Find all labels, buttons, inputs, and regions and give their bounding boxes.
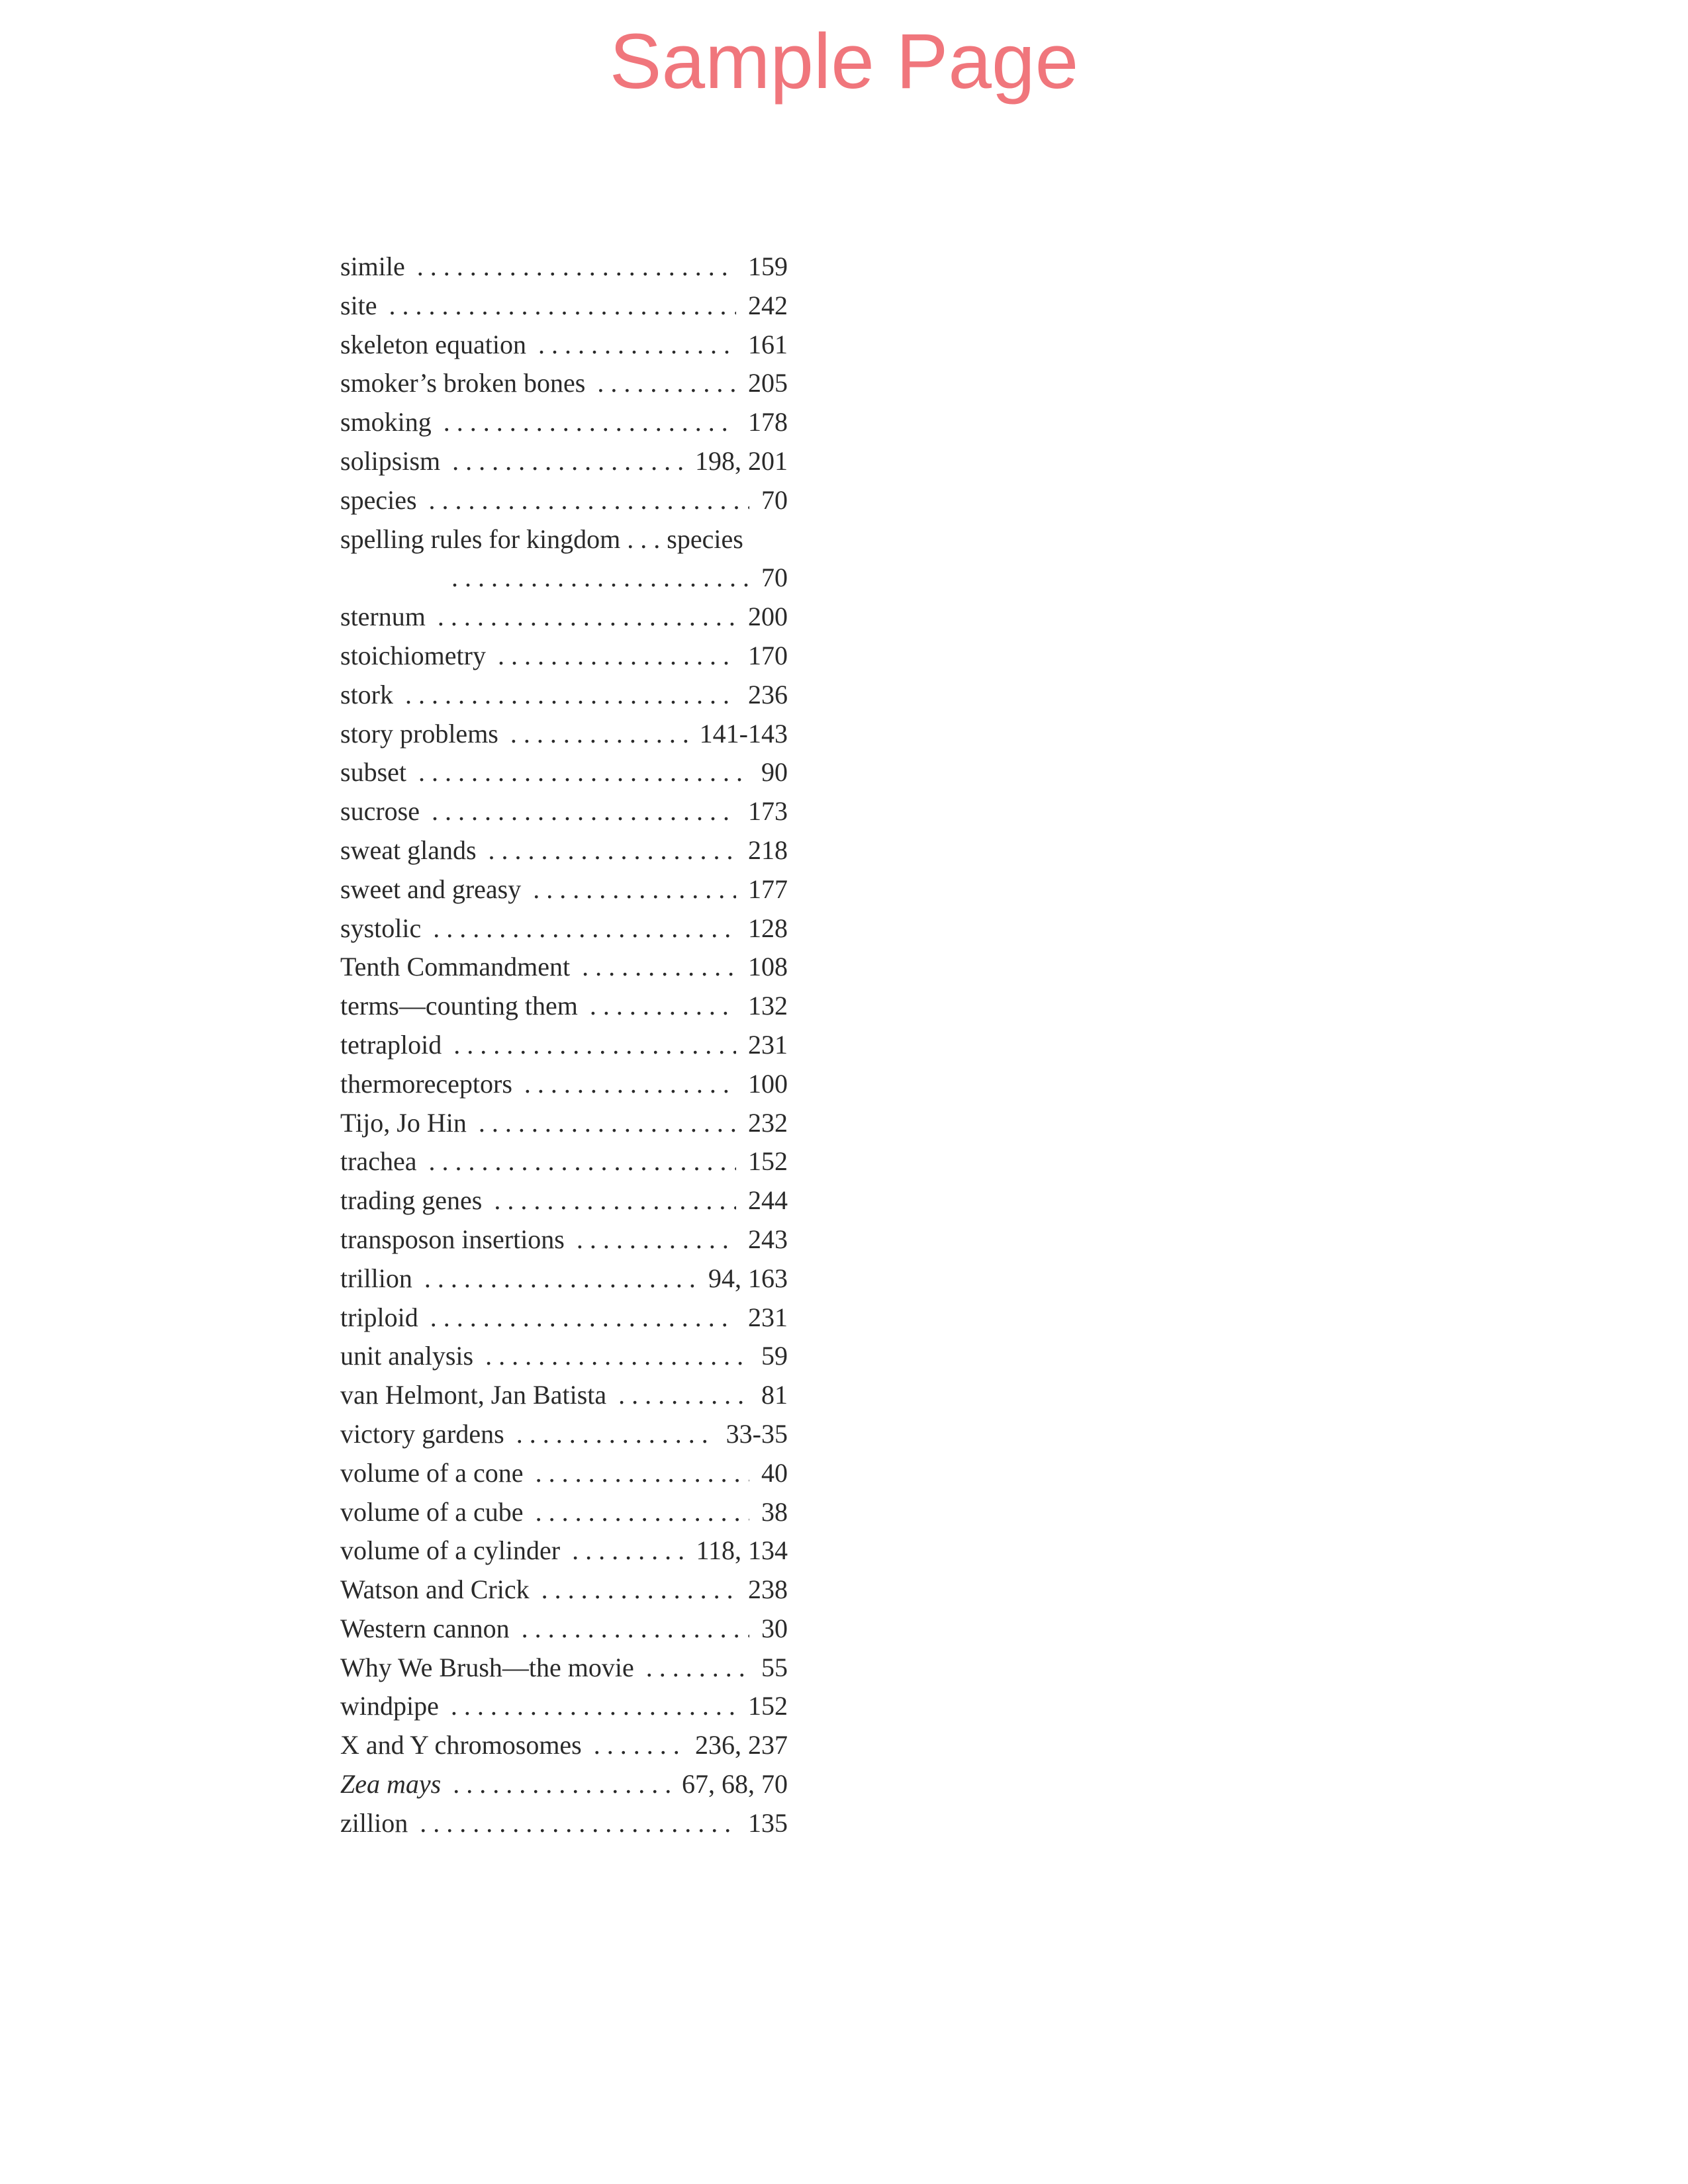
- dot-leader: [590, 987, 736, 1026]
- index-term: skeleton equation: [340, 329, 527, 359]
- index-entry: [340, 248, 788, 287]
- index-pages: 161: [748, 329, 788, 359]
- index-term: thermoreceptors: [340, 1068, 512, 1099]
- index-term: simile: [340, 251, 405, 281]
- dot-leader: [646, 1649, 749, 1688]
- dot-leader: [485, 1337, 749, 1376]
- index-pages: 59: [761, 1341, 788, 1371]
- index-entry: [340, 1610, 788, 1649]
- index-entry: [340, 831, 788, 870]
- dot-leader: [424, 1259, 696, 1298]
- index-term: volume of a cube: [340, 1496, 524, 1527]
- dot-leader: [536, 1493, 749, 1532]
- index-entry: [340, 909, 788, 948]
- dot-leader: [428, 1142, 736, 1181]
- index-entry: [340, 753, 788, 792]
- dot-leader: [453, 1026, 736, 1065]
- index-pages: 236: [748, 679, 788, 709]
- index-term: sucrose: [340, 796, 420, 827]
- dot-leader: [417, 248, 736, 287]
- dot-leader: [494, 1181, 736, 1220]
- index-entry: [340, 520, 788, 559]
- index-entry: [340, 1337, 788, 1376]
- index-term: tetraploid: [340, 1029, 442, 1060]
- index-entry: [340, 481, 788, 520]
- index-pages: 108: [748, 952, 788, 982]
- index-entry: [340, 326, 788, 365]
- index-entry: [340, 1687, 788, 1726]
- index-entry: [340, 1493, 788, 1532]
- index-entry: [340, 637, 788, 676]
- index-pages: 55: [761, 1652, 788, 1682]
- index-term: trillion: [340, 1263, 412, 1293]
- index-pages: 198, 201: [695, 445, 788, 476]
- dot-leader: [453, 1765, 670, 1804]
- index-entry: [340, 715, 788, 754]
- index-pages: 67, 68, 70: [682, 1769, 788, 1799]
- dot-leader: [451, 1687, 736, 1726]
- index-term: triploid: [340, 1302, 418, 1332]
- dot-leader: [498, 637, 736, 676]
- index-pages: 30: [761, 1613, 788, 1643]
- index-entry: [340, 598, 788, 637]
- index-pages: 135: [748, 1807, 788, 1838]
- index-pages: 152: [748, 1691, 788, 1721]
- index-term: stoichiometry: [340, 640, 486, 670]
- index-pages: 173: [748, 796, 788, 827]
- index-pages: 132: [748, 991, 788, 1021]
- index-term: stork: [340, 679, 393, 709]
- index-pages: 38: [761, 1496, 788, 1527]
- index-pages: 170: [748, 640, 788, 670]
- index-entry: [340, 1415, 788, 1454]
- index-pages: 128: [748, 913, 788, 943]
- index-pages: 100: [748, 1068, 788, 1099]
- index-pages: 94, 163: [708, 1263, 788, 1293]
- index-term: Watson and Crick: [340, 1574, 530, 1605]
- index-pages: 236, 237: [695, 1730, 788, 1760]
- index-pages: 244: [748, 1185, 788, 1216]
- index-pages: 159: [748, 251, 788, 281]
- index-term: Western cannon: [340, 1613, 510, 1643]
- index-term: terms—counting them: [340, 991, 578, 1021]
- index-entry: [340, 676, 788, 715]
- index-entry-continued: [340, 559, 788, 598]
- index-pages: 177: [748, 874, 788, 904]
- index-term: trading genes: [340, 1185, 483, 1216]
- index-term: windpipe: [340, 1691, 439, 1721]
- index-term: Tenth Commandment: [340, 952, 571, 982]
- index-pages: 200: [748, 602, 788, 632]
- index-term: subset: [340, 757, 406, 788]
- index-entry: [340, 1376, 788, 1415]
- index-entry: [340, 792, 788, 831]
- index-term: sternum: [340, 602, 426, 632]
- index-entry: [340, 1220, 788, 1259]
- dot-leader: [433, 909, 736, 948]
- index-term: Zea mays: [340, 1769, 442, 1799]
- index-term: unit analysis: [340, 1341, 474, 1371]
- index-entry: [340, 403, 788, 442]
- index-pages: 152: [748, 1146, 788, 1177]
- index-pages: 231: [748, 1302, 788, 1332]
- index-entry: [340, 1531, 788, 1570]
- index-pages: 238: [748, 1574, 788, 1605]
- index-term: Why We Brush—the movie: [340, 1652, 634, 1682]
- index-pages: 243: [748, 1224, 788, 1254]
- index-term: Tijo, Jo Hin: [340, 1107, 467, 1138]
- index-pages: 40: [761, 1457, 788, 1488]
- index-entry: [340, 442, 788, 481]
- dot-leader: [582, 948, 736, 987]
- index-entry: [340, 1649, 788, 1688]
- index-term: zillion: [340, 1807, 408, 1838]
- index-pages: 90: [761, 757, 788, 788]
- index-pages: 242: [748, 290, 788, 320]
- index-pages: 232: [748, 1107, 788, 1138]
- dot-leader: [430, 1298, 736, 1338]
- index-term: story problems: [340, 718, 498, 749]
- dot-leader: [418, 753, 749, 792]
- dot-leader: [618, 1376, 749, 1415]
- index-entry: [340, 1181, 788, 1220]
- index-term: van Helmont, Jan Batista: [340, 1380, 607, 1410]
- dot-leader: [438, 598, 736, 637]
- dot-leader: [432, 792, 736, 831]
- index-term: species: [340, 484, 417, 515]
- dot-leader: [577, 1220, 736, 1259]
- dot-leader: [533, 870, 736, 909]
- index-entry: [340, 1026, 788, 1065]
- dot-leader: [420, 1804, 736, 1843]
- dot-leader: [536, 1454, 749, 1493]
- index-entry: [340, 1065, 788, 1104]
- dot-leader: [489, 831, 736, 870]
- dot-leader: [451, 559, 749, 598]
- index-entry: [340, 364, 788, 403]
- index-term: volume of a cone: [340, 1457, 524, 1488]
- index-list: [340, 248, 788, 1843]
- dot-leader: [452, 442, 683, 481]
- index-pages: 205: [748, 368, 788, 398]
- index-term: sweat glands: [340, 835, 477, 865]
- index-term: smoking: [340, 407, 432, 437]
- index-term: transposon insertions: [340, 1224, 565, 1254]
- dot-leader: [522, 1610, 749, 1649]
- index-entry: [340, 1726, 788, 1765]
- index-term: volume of a cylinder: [340, 1535, 561, 1566]
- dot-leader: [389, 287, 736, 326]
- dot-leader: [538, 326, 736, 365]
- dot-leader: [516, 1415, 714, 1454]
- index-entry: [340, 1765, 788, 1804]
- index-entry: [340, 1104, 788, 1143]
- index-term: spelling rules for kingdom . . . species: [340, 523, 743, 554]
- index-term: solipsism: [340, 445, 441, 476]
- index-term: site: [340, 290, 377, 320]
- dot-leader: [479, 1104, 736, 1143]
- dot-leader: [510, 715, 688, 754]
- index-entry: [340, 1142, 788, 1181]
- index-pages: 218: [748, 835, 788, 865]
- index-entry: [340, 870, 788, 909]
- dot-leader: [594, 1726, 683, 1765]
- index-pages: 231: [748, 1029, 788, 1060]
- index-entry: [340, 1298, 788, 1338]
- index-term: victory gardens: [340, 1418, 504, 1449]
- index-pages: 33-35: [726, 1418, 788, 1449]
- dot-leader: [572, 1531, 684, 1570]
- index-pages: 141-143: [699, 718, 788, 749]
- dot-leader: [524, 1065, 736, 1104]
- index-entry: [340, 1570, 788, 1610]
- dot-leader: [541, 1570, 736, 1610]
- index-entry: [340, 1804, 788, 1843]
- index-pages: 178: [748, 407, 788, 437]
- index-pages: 70: [761, 563, 788, 593]
- index-entry: [340, 987, 788, 1026]
- index-term: X and Y chromosomes: [340, 1730, 582, 1760]
- dot-leader: [405, 676, 736, 715]
- index-pages: 118, 134: [696, 1535, 788, 1566]
- index-entry: [340, 948, 788, 987]
- sample-page-watermark: Sample Page: [609, 18, 1079, 105]
- index-term: trachea: [340, 1146, 417, 1177]
- index-pages: 70: [761, 484, 788, 515]
- index-term: smoker’s broken bones: [340, 368, 586, 398]
- index-term: systolic: [340, 913, 422, 943]
- index-entry: [340, 1259, 788, 1298]
- index-entry: [340, 1454, 788, 1493]
- index-entry: [340, 287, 788, 326]
- dot-leader: [597, 364, 736, 403]
- index-term: sweet and greasy: [340, 874, 522, 904]
- index-pages: 81: [761, 1380, 788, 1410]
- dot-leader: [429, 481, 749, 520]
- dot-leader: [444, 403, 736, 442]
